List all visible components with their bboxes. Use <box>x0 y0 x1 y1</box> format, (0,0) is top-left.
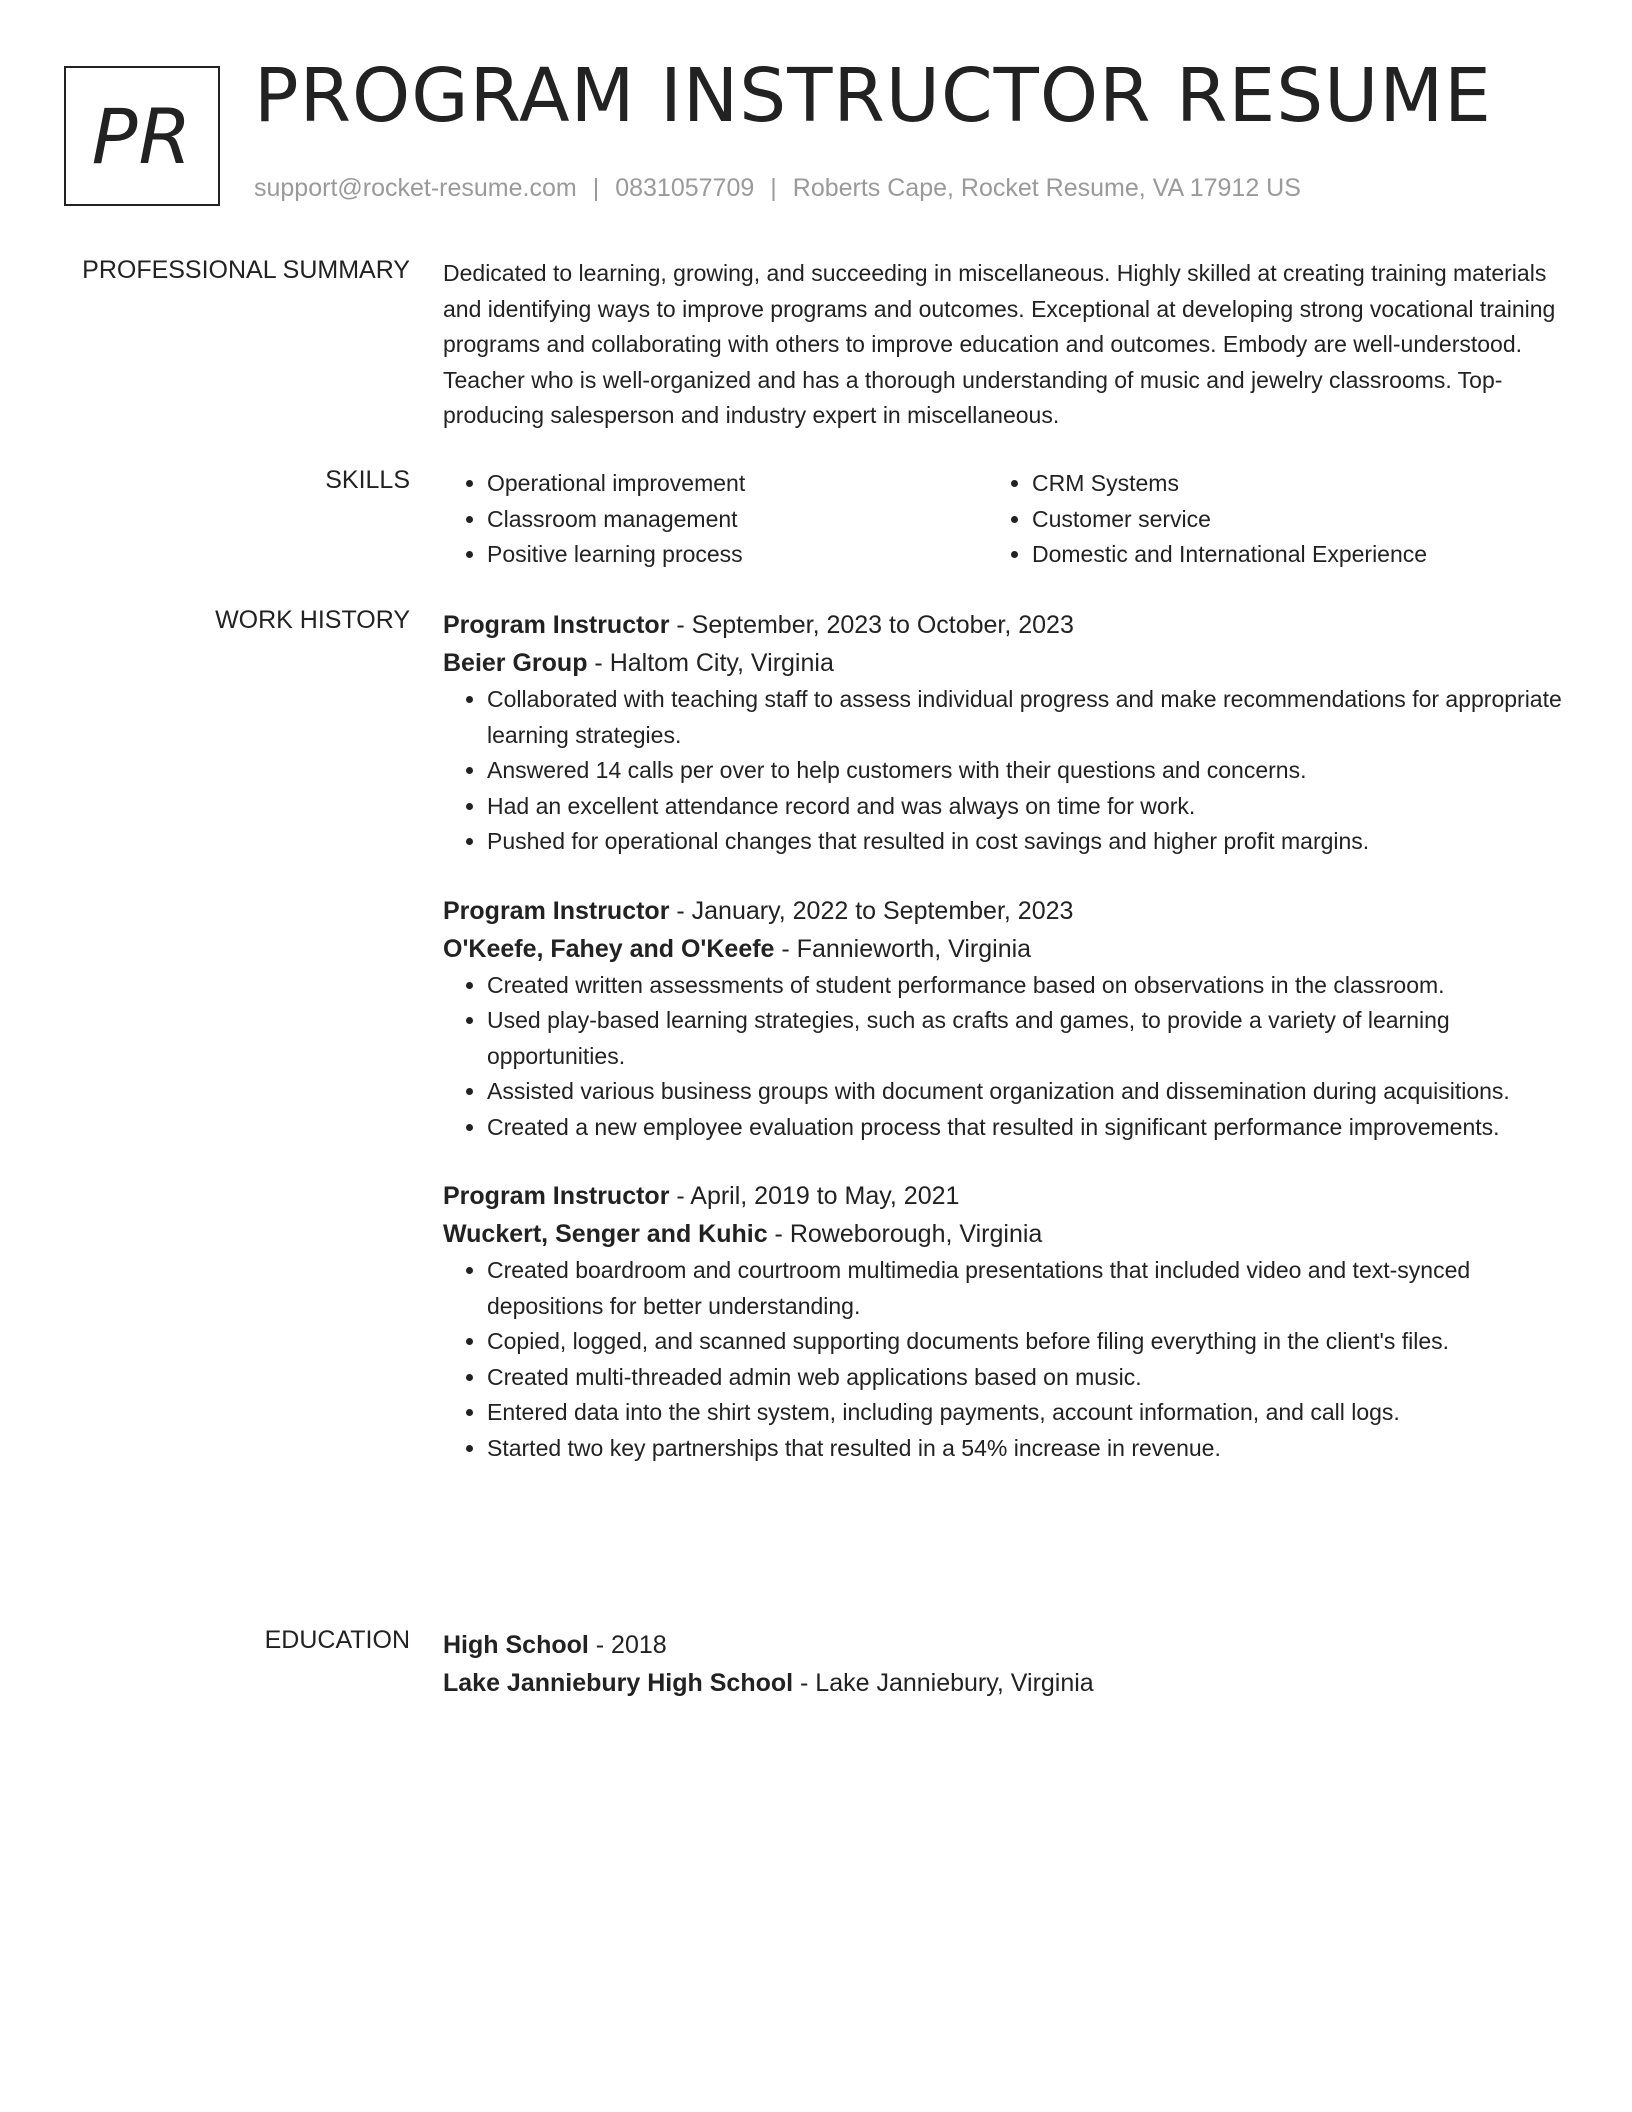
education-location: - Lake Janniebury, Virginia <box>793 1669 1094 1697</box>
summary-body <box>443 256 1563 434</box>
job-bullet: • Created boardroom and courtroom multimedia presentations that included video and text-synced depositions for better understanding. <box>487 1253 1563 1324</box>
job-company-line <box>443 1215 1563 1253</box>
job-dates: - April, 2019 to May, 2021 <box>669 1182 960 1210</box>
job-entry <box>443 606 1563 860</box>
contact-address: Roberts Cape, Rocket Resume, VA 17912 US <box>792 174 1301 202</box>
job-bullet: • Answered 14 calls per over to help customers with their questions and concerns. <box>487 753 1563 789</box>
skills-label: SKILLS <box>325 466 410 494</box>
job-entry <box>443 892 1563 1146</box>
work-history-body <box>443 606 1563 1498</box>
skills-column-right <box>988 466 1533 573</box>
job-company: O'Keefe, Fahey and O'Keefe <box>443 934 775 963</box>
contact-phone: 0831057709 <box>615 174 755 202</box>
skill-item: • Classroom management <box>487 502 988 538</box>
job-bullet: • Used play-based learning strategies, such as crafts and games, to provide a variety of learning opportunities. <box>487 1003 1563 1074</box>
job-title-line <box>443 606 1563 644</box>
skills-list-left <box>443 466 988 573</box>
job-title-line <box>443 1177 1563 1215</box>
job-company-line <box>443 644 1563 682</box>
job-dates: - January, 2022 to September, 2023 <box>669 896 1074 925</box>
skills-list-right <box>988 466 1533 573</box>
education-year: - 2018 <box>588 1631 667 1659</box>
job-bullet: • Pushed for operational changes that resulted in cost savings and higher profit margins. <box>487 824 1563 860</box>
job-location: - Haltom City, Virginia <box>587 649 834 677</box>
monogram-initials: PR <box>91 91 193 181</box>
education-school-line <box>443 1664 1563 1702</box>
skills-grid <box>443 466 1563 573</box>
contact-line <box>254 174 1301 203</box>
job-bullet: • Copied, logged, and scanned supporting documents before filing everything in the client's files. <box>487 1324 1563 1360</box>
education-label: EDUCATION <box>264 1626 410 1654</box>
job-bullet: • Created a new employee evaluation process that resulted in significant performance improvements. <box>487 1110 1563 1146</box>
summary-text: Dedicated to learning, growing, and succeeding in miscellaneous. Highly skilled at creating training materials and identifying ways to improve programs and outcomes. Exceptional at developing strong vocational training programs and collaborating with others to improve education and outcomes. Embody are well-understood. Teacher who is well-organized and has a thorough understanding of music and jewelry classrooms. Top-producing salesperson and industry expert in miscellaneous. <box>443 260 1556 428</box>
contact-separator: | <box>770 174 777 202</box>
education-body <box>443 1626 1563 1702</box>
skills-body <box>443 466 1563 573</box>
job-bullet: • Assisted various business groups with document organization and dissemination during acquisitions. <box>487 1074 1563 1110</box>
job-bullet: • Started two key partnerships that resulted in a 54% increase in revenue. <box>487 1431 1563 1467</box>
job-dates: - September, 2023 to October, 2023 <box>669 611 1074 639</box>
job-company: Beier Group <box>443 649 588 677</box>
job-bullets <box>443 682 1563 860</box>
job-bullet: • Had an excellent attendance record and was always on time for work. <box>487 789 1563 825</box>
job-company-line <box>443 930 1563 968</box>
education-degree-line <box>443 1626 1563 1664</box>
job-bullets <box>443 968 1563 1146</box>
skill-item: • Customer service <box>1032 502 1533 538</box>
job-title: Program Instructor <box>443 896 670 925</box>
job-title: Program Instructor <box>443 611 670 639</box>
job-company: Wuckert, Senger and Kuhic <box>443 1220 768 1248</box>
job-bullets <box>443 1253 1563 1466</box>
job-bullet: • Entered data into the shirt system, including payments, account information, and call logs. <box>487 1395 1563 1431</box>
contact-separator: | <box>592 174 600 202</box>
job-bullet: • Created written assessments of student performance based on observations in the classroom. <box>487 968 1563 1004</box>
skill-item: • Operational improvement <box>487 466 988 502</box>
job-bullet: • Collaborated with teaching staff to assess individual progress and make recommendations for appropriate learning strategies. <box>487 682 1563 753</box>
skill-item: • Domestic and International Experience <box>1032 537 1533 573</box>
education-school: Lake Janniebury High School <box>443 1669 794 1697</box>
skill-item: • Positive learning process <box>487 537 988 573</box>
contact-email: support@rocket-resume.com <box>254 174 577 202</box>
resume-title: PROGRAM INSTRUCTOR RESUME <box>254 53 1492 139</box>
job-location: - Roweborough, Virginia <box>767 1220 1043 1248</box>
job-entry <box>443 1177 1563 1466</box>
monogram-box <box>64 66 220 206</box>
job-title-line <box>443 892 1563 930</box>
job-location: - Fannieworth, Virginia <box>774 934 1032 963</box>
skills-column-left <box>443 466 988 573</box>
work-history-label: WORK HISTORY <box>215 606 410 634</box>
education-degree: High School <box>443 1631 589 1659</box>
summary-label: PROFESSIONAL SUMMARY <box>82 256 410 284</box>
job-bullet: • Created multi-threaded admin web applications based on music. <box>487 1360 1563 1396</box>
skill-item: • CRM Systems <box>1032 466 1533 502</box>
job-title: Program Instructor <box>443 1182 670 1210</box>
